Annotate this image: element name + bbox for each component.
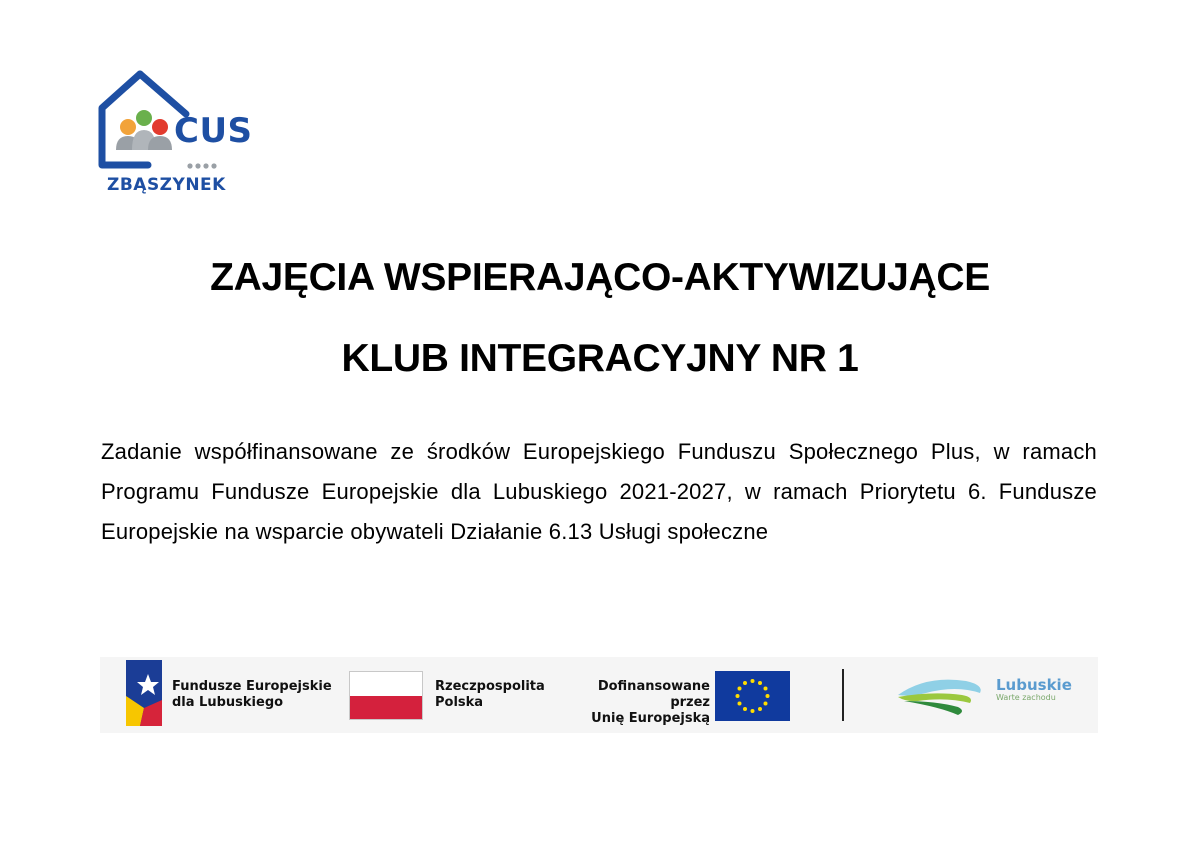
fe-line1: Fundusze Europejskie xyxy=(172,679,332,694)
lubuskie-logo-icon xyxy=(896,671,988,719)
separator-line xyxy=(842,669,844,721)
fe-logo-icon xyxy=(126,660,162,726)
lubuskie-label xyxy=(996,677,1096,703)
logo-town: ZBĄSZYNEK xyxy=(107,175,226,195)
rp-line1: Rzeczpospolita xyxy=(435,679,545,694)
polish-flag-icon xyxy=(349,671,423,720)
eu-label xyxy=(562,679,710,727)
logo-name: CUS xyxy=(174,111,253,151)
fe-line2: dla Lubuskiego xyxy=(172,695,284,710)
page-subtitle: KLUB INTEGRACYJNY NR 1 xyxy=(341,337,859,380)
fe-label xyxy=(172,679,342,711)
eu-flag-icon xyxy=(715,671,790,721)
cus-logo xyxy=(98,68,258,200)
rp-label xyxy=(435,679,555,711)
lubuskie-tagline: Warte zachodu xyxy=(996,693,1056,702)
eu-line1: Dofinansowane przez xyxy=(597,679,710,710)
lubuskie-name: Lubuskie xyxy=(996,676,1072,694)
eu-line2: Unię Europejską xyxy=(591,711,710,726)
rp-line2: Polska xyxy=(435,695,484,710)
funding-statement: Zadanie współfinansowane ze środków Europejskiego Funduszu Społecznego Plus, w ramach Programu Fundusze Europejskie dla Lubuskiego 2021-2027, w ramach Priorytetu 6. Fundusze Europejskie na wsparcie obywateli Działanie 6.13 Usługi społeczne xyxy=(101,439,1097,544)
page-title: ZAJĘCIA WSPIERAJĄCO-AKTYWIZUJĄCE xyxy=(210,256,990,299)
funding-logos-bar xyxy=(100,657,1098,733)
